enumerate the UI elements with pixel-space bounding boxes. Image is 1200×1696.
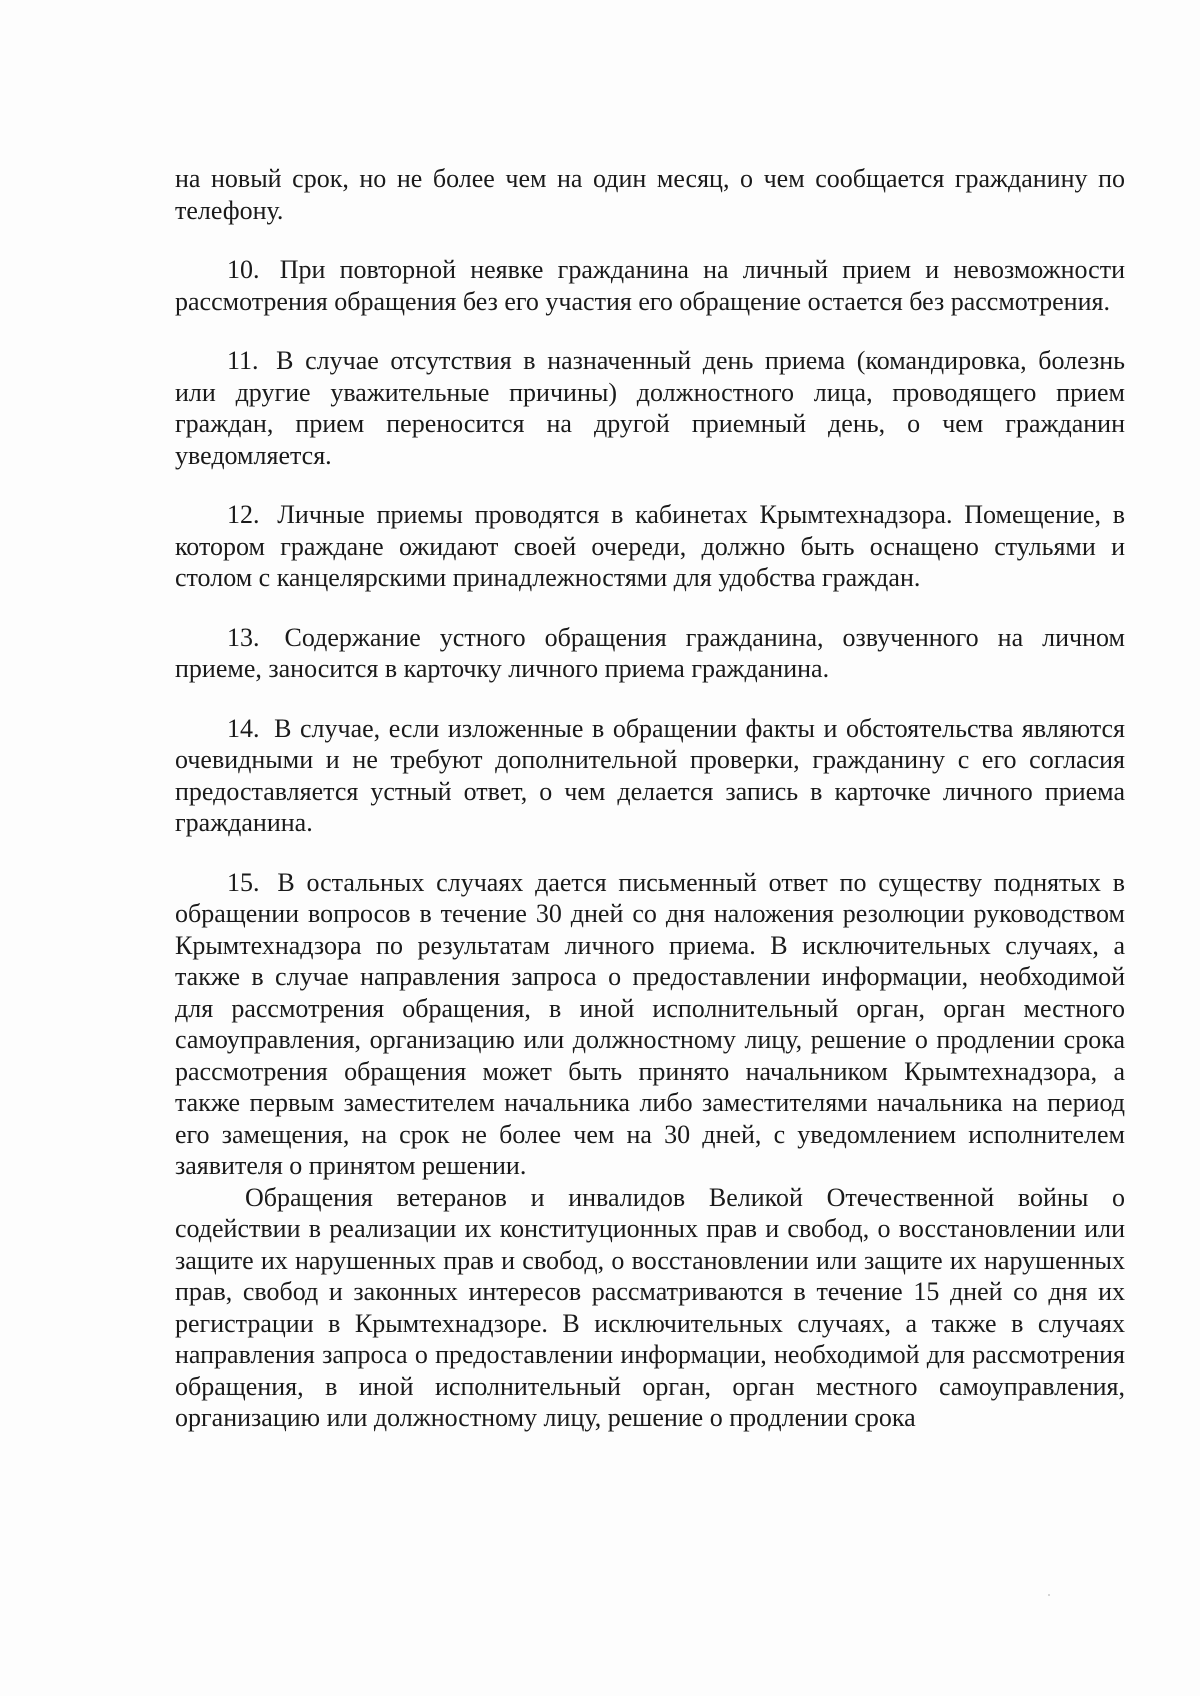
paragraph-text: Личные приемы проводятся в кабинетах Крымтехнадзора. Помещение, в котором граждане ожидают своей очереди, должно быть оснащено стульями и столом с канцелярскими принадлежностями для удобства граждан. bbox=[175, 500, 1125, 592]
paragraph-15 bbox=[175, 867, 1125, 1182]
paragraph-number: 15. bbox=[227, 867, 260, 897]
paragraph-text: В остальных случаях дается письменный ответ по существу поднятых в обращении вопросов в течение 30 дней со дня наложения резолюции руководством Крымтехнадзора по результатам личного приема. В исключительных случаях, а также в случае направления запроса о предоставлении информации, необходимой для рассмотрения обращения, в иной исполнительный орган, орган местного самоуправления, организацию или должностному лицу, решение о продлении срока рассмотрения обращения может быть принято начальником Крымтехнадзора, а также первым заместителем начальника либо заместителями начальника на период его замещения, на срок не более чем на 30 дней, с уведомлением исполнителем заявителя о принятом решении. bbox=[175, 867, 1125, 1180]
paragraph-12 bbox=[175, 499, 1125, 594]
paragraph-number: 11. bbox=[227, 346, 259, 375]
paragraph-text: В случае, если изложенные в обращении факты и обстоятельства являются очевидными и не требуют дополнительной проверки, гражданину с его согласия предоставляется устный ответ, о чем делается запись в карточке личного приема гражданина. bbox=[175, 713, 1126, 837]
paragraph-text: Обращения ветеранов и инвалидов Великой Отечественной войны о содействии в реализации их конституционных прав и свобод, о восстановлении или защите их нарушенных прав и свобод, о восстановлении или защите их нарушенных прав, свобод и законных интересов рассматриваются в течение 15 дней со дня их регистрации в Крымтехнадзоре. В исключительных случаях, а также в случаях направления запроса о предоставлении информации, необходимой для рассмотрения обращения, в иной исполнительный орган, орган местного самоуправления, организацию или должностному лицу, решение о продлении срока bbox=[175, 1182, 1125, 1432]
document-body bbox=[175, 163, 1125, 1434]
paragraph-11 bbox=[175, 345, 1125, 471]
paragraph-10 bbox=[175, 254, 1125, 317]
paragraph-number: 12. bbox=[227, 500, 260, 529]
paragraph-continuation bbox=[175, 163, 1125, 226]
scan-speck bbox=[1048, 1594, 1050, 1596]
paragraph-13 bbox=[175, 622, 1125, 685]
paragraph-number: 13. bbox=[227, 622, 260, 652]
paragraph-14 bbox=[175, 713, 1125, 839]
paragraph-text: При повторной неявке гражданина на личный прием и невозможности рассмотрения обращения без его участия его обращение остается без рассмотрения. bbox=[175, 255, 1125, 316]
paragraph-veterans bbox=[175, 1182, 1125, 1434]
paragraph-number: 10. bbox=[227, 255, 260, 284]
paragraph-text: В случае отсутствия в назначенный день приема (командировка, болезнь или другие уважительные причины) должностного лица, проводящего прием граждан, прием переносится на другой приемный день, о чем гражданин уведомляется. bbox=[175, 346, 1126, 470]
paragraph-number: 14. bbox=[227, 713, 260, 743]
paragraph-text: Содержание устного обращения гражданина, озвученного на личном приеме, заносится в карточку личного приема гражданина. bbox=[175, 622, 1126, 683]
paragraph-text: на новый срок, но не более чем на один месяц, о чем сообщается гражданину по телефону. bbox=[175, 164, 1125, 225]
